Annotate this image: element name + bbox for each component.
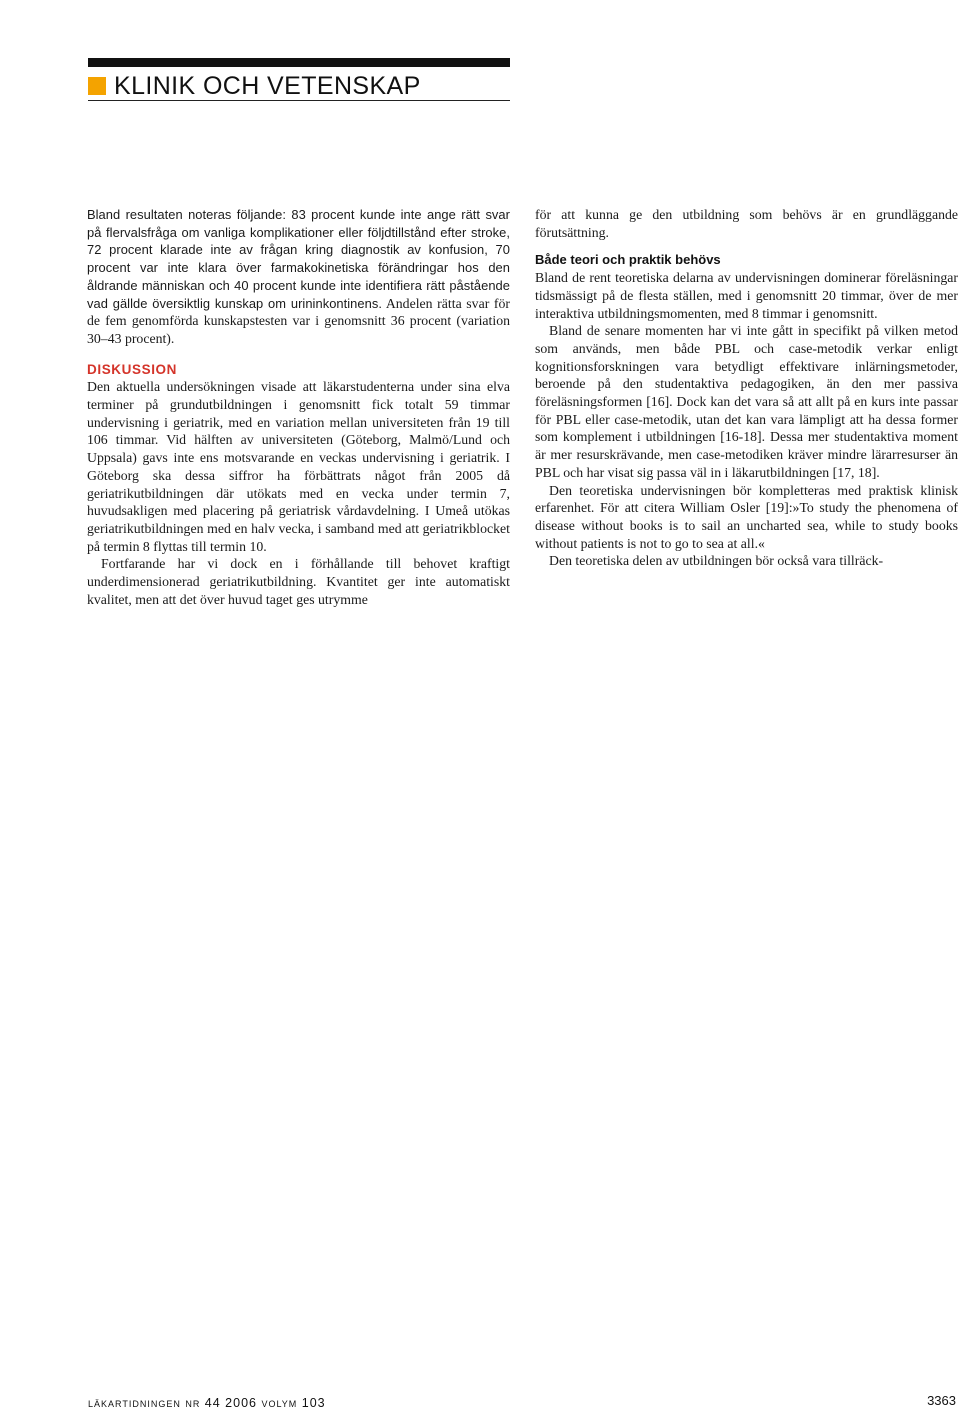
fortfarande-paragraph: Fortfarande har vi dock en i förhållande till behovet kraftigt underdimensionerad geriatrikutbildning. Kvantitet ger inte automatiskt kvalitet, men att det över huvud taget ges utrymme [87,556,510,607]
journal-footer: läkartidningen nr 44 2006 volym 103 [88,1396,326,1410]
metod-paragraph: Bland de senare momenten har vi inte gått in specifikt på vilken metod som används, men både PBL och case-metodik verkar enligt kognitionsforskningen vara betydligt effektivare inlärningsmetoder, beroende på den studentaktiva pedagogiken, än den mer passiva föreläsningsformen [16]. Dock kan det vara så att allt på en kurs inte passar för PBL eller case-metodik, utan det kan vara lämpligt att ha dessa former som komplement i utbildningen [16-18]. Dessa mer studentaktiva moment är mer resurskrävande, men case-metodiken kräver mindre lärarresurser än PBL och har visat sig passa väl in i läkarutbildningen [17, 18]. [535,323,958,480]
section-marker [88,77,106,95]
final-paragraph: Den teoretiska delen av utbildningen bör också vara tillräck- [549,553,884,569]
teori-paragraph: Bland de rent teoretiska delarna av undervisningen dominerar föreläsningar tidsmässigt på de flesta ställen, med i genomsnitt 20 timmar, över de mer interaktiva utbildningsmomenten, med 8 timmar i genomsnitt. [535,270,958,321]
section-header [88,72,510,101]
continued-paragraph: för att kunna ge den utbildning som behövs är en grundläggande förutsättning. [535,207,958,240]
osler-paragraph: Den teoretiska undervisningen bör kompletteras med praktisk klinisk erfarenhet. För att citera William Osler [19]:»To study the phenomena of disease without books is to sail an uncharted sea, while to study books without patients is not to go to sea at all.« [535,482,958,551]
results-paragraph [87,206,510,348]
page-number: 3363 [927,1393,956,1408]
teori-heading: Både teori och praktik behövs [535,252,721,268]
left-column [87,206,510,608]
right-column [535,206,958,570]
section-title: KLINIK OCH VETENSKAP [114,71,421,100]
diskussion-paragraph: Den aktuella undersökningen visade att läkarstudenterna under sina elva terminer på grundutbildningen i genomsnitt fick totalt 59 timmar undervisning i geriatrik, med en variation mellan universiteten från 19 till 106 timmar. Vid hälften av universiteten (Göteborg, Malmö/Lund och Uppsala) gavs inte ens motsvarande en veckas undervisning i geriatrik. I Göteborg ska dessa siffror ha förbättrats något från 2005 då geriatrikutbildningen där utökats med en vecka under termin 7, huvudsakligen med placering på geriatrisk vårdavdelning. I Umeå utökas geriatrikutbildningen med en halv vecka, i samband med att geriatrikblocket på termin 8 flyttas till termin 10. [87,379,510,554]
results-text: Bland resultaten noteras följande: 83 procent kunde inte ange rätt svar på flervalsfråga om vanliga komplikationer eller följdtillstånd efter stroke, 72 procent klarade inte av frågan kring diagnostik av konfusion, 70 procent var inte klara över farmakokinetiska förändringar hos den åldrande människan och 40 procent kunde inte identifiera rätt påstående vad gällde översiktlig kunskap om urininkontinens. [87,207,510,311]
results-text-continued: Andelen rätta svar för de fem genomförda kunskapstesten var i genomsnitt 36 procent (variation 30–43 procent). [87,295,510,346]
diskussion-heading: DISKUSSION [87,361,178,377]
header-bar [88,58,510,67]
